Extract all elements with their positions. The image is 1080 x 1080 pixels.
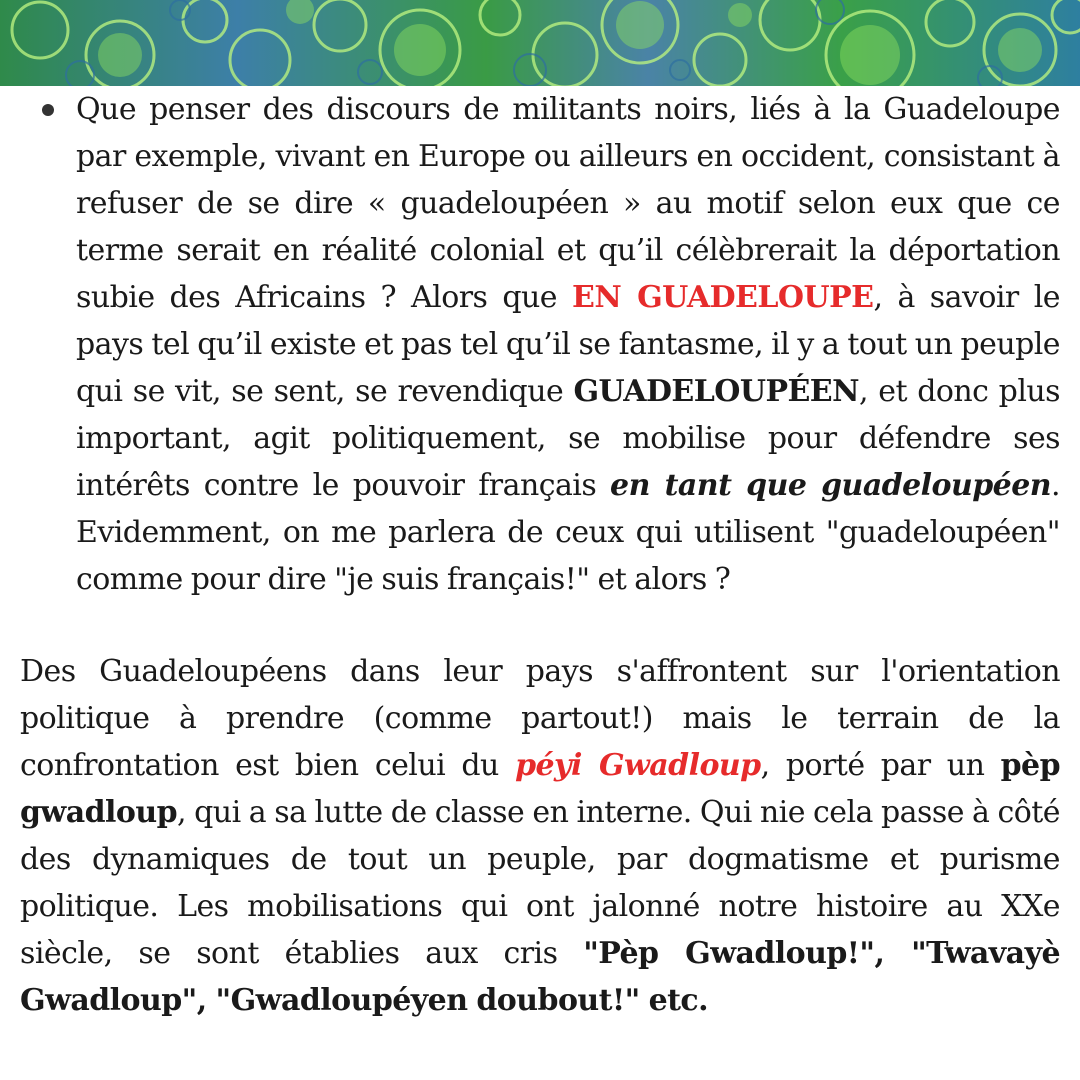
text-segment: , à savoir le pays tel qu’il existe et pas tel qu’il se fantasme, il y a tout un peuple qui se vit, se sent, se revendique xyxy=(76,280,1060,409)
bubbles-pattern-icon xyxy=(0,0,1080,86)
highlight-red-italic-text: péyi Gwadloup xyxy=(515,748,761,783)
bold-italic-text: en tant que guadeloupéen xyxy=(610,468,1051,503)
main-paragraph xyxy=(20,648,1060,1024)
bullet-icon xyxy=(42,104,54,116)
bold-text: GUADELOUPÉEN xyxy=(573,374,859,409)
highlight-red-text: EN GUADELOUPE xyxy=(572,280,874,315)
content-area xyxy=(0,86,1080,1080)
decorative-banner xyxy=(0,0,1080,86)
text-segment: , qui a sa lutte de classe en interne. Qui nie cela passe à côté des dynamiques de tout un peuple, par dogmatisme et purisme politique. Les mobilisations qui ont jalonné notre histoire au XXe siècle, se sont établies aux cris xyxy=(20,795,1060,971)
text-segment: . Evidemment, on me parlera de ceux qui utilisent "guadeloupéen" comme pour dire "je suis français!" et alors ? xyxy=(76,468,1060,597)
text-segment: , porté par un xyxy=(760,748,1001,783)
bold-text: pèp gwadloup xyxy=(20,748,1060,830)
bullet-paragraph xyxy=(76,86,1060,603)
bold-text: "Pèp Gwadloup!", "Twavayè Gwadloup", "Gwadloupéyen doubout!" etc. xyxy=(20,936,1060,1018)
text-segment: , et donc plus important, agit politiquement, se mobilise pour défendre ses intérêts contre le pouvoir français xyxy=(76,374,1060,503)
text-segment: Que penser des discours de militants noirs, liés à la Guadeloupe par exemple, vivant en Europe ou ailleurs en occident, consistant à refuser de se dire « guadeloupéen » au motif selon eux que ce terme serait en réalité colonial et qu’il célèbrerait la déportation subie des Africains ? Alors que xyxy=(76,92,1060,315)
text-segment: Des Guadeloupéens dans leur pays s'affrontent sur l'orientation politique à prendre (comme partout!) mais le terrain de la confrontation est bien celui du xyxy=(20,654,1060,783)
